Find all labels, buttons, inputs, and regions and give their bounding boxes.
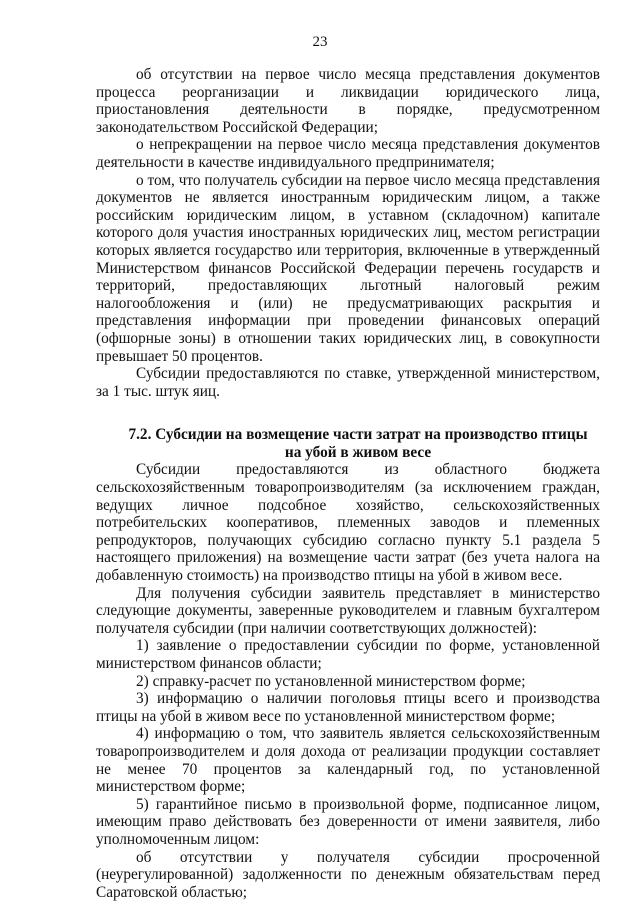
paragraph: об отсутствии на первое число месяца представления документов процесса реорганизации и ликвидации юридического лица, приостановления деятельности в порядке, предусмотренном законодательством Российской Федерации; bbox=[96, 66, 600, 136]
paragraph: о том, что получатель субсидии на первое число месяца представления документов не является иностранным юридическим лицом, а также российским юридическим лицом, в уставном (складочном) капитале которого доля участия иностранных юридических лиц, местом регистрации которых является государство или территория, включенные в утвержденный Министерством финансов Российской Федерации перечень государств и территорий, предоставляющих льготный налоговый режим налогообложения и (или) не предусматривающих раскрытия и представления информации при проведении финансовых операций (офшорные зоны) в отношении таких юридических лиц, в совокупности превышает 50 процентов. bbox=[96, 171, 600, 365]
paragraph: об отсутствии у получателя субсидии просроченной (неурегулированной) задолженности по денежным обязательствам перед Саратовской областью; bbox=[96, 848, 600, 901]
spacer bbox=[96, 400, 600, 426]
section-heading bbox=[96, 426, 600, 461]
document-body bbox=[96, 66, 600, 901]
list-item: 5) гарантийное письмо в произвольной форме, подписанное лицом, имеющим право действовать без доверенности от имени заявителя, либо уполномоченным лицом: bbox=[96, 795, 600, 848]
page-number: 23 bbox=[312, 34, 328, 50]
list-item: 4) информацию о том, что заявитель является сельскохозяйственным товаропроизводителем и доля дохода от реализации продукции составляет не менее 70 процентов за календарный год, по установленной министерством форме; bbox=[96, 725, 600, 796]
paragraph: Для получения субсидии заявитель представляет в министерство следующие документы, заверенные руководителем и главным бухгалтером получателя субсидии (при наличии соответствующих должностей): bbox=[96, 584, 600, 637]
paragraph: Субсидии предоставляются из областного бюджета сельскохозяйственным товаропроизводителям (за исключением граждан, ведущих личное подсобное хозяйство, сельскохозяйственных потребительских кооперативов, племенных заводов и племенных репродукторов, получающих субсидию согласно пункту 5.1 раздела 5 настоящего приложения) на возмещение части затрат (без учета налога на добавленную стоимость) на производство птицы на убой в живом весе. bbox=[96, 461, 600, 585]
paragraph: Субсидии предоставляются по ставке, утвержденной министерством, за 1 тыс. штук яиц. bbox=[96, 365, 600, 400]
section-heading-line: 7.2. Субсидии на возмещение части затрат на производство птицы bbox=[128, 426, 588, 444]
list-item: 3) информацию о наличии поголовья птицы всего и производства птицы на убой в живом весе по установленной министерством форме; bbox=[96, 690, 600, 725]
section-heading-line: на убой в живом весе bbox=[284, 443, 432, 461]
paragraph: о непрекращении на первое число месяца представления документов деятельности в качестве индивидуального предпринимателя; bbox=[96, 136, 600, 171]
list-item: 1) заявление о предоставлении субсидии по форме, установленной министерством финансов области; bbox=[96, 637, 600, 672]
list-item: 2) справку-расчет по установленной министерством форме; bbox=[136, 672, 526, 690]
